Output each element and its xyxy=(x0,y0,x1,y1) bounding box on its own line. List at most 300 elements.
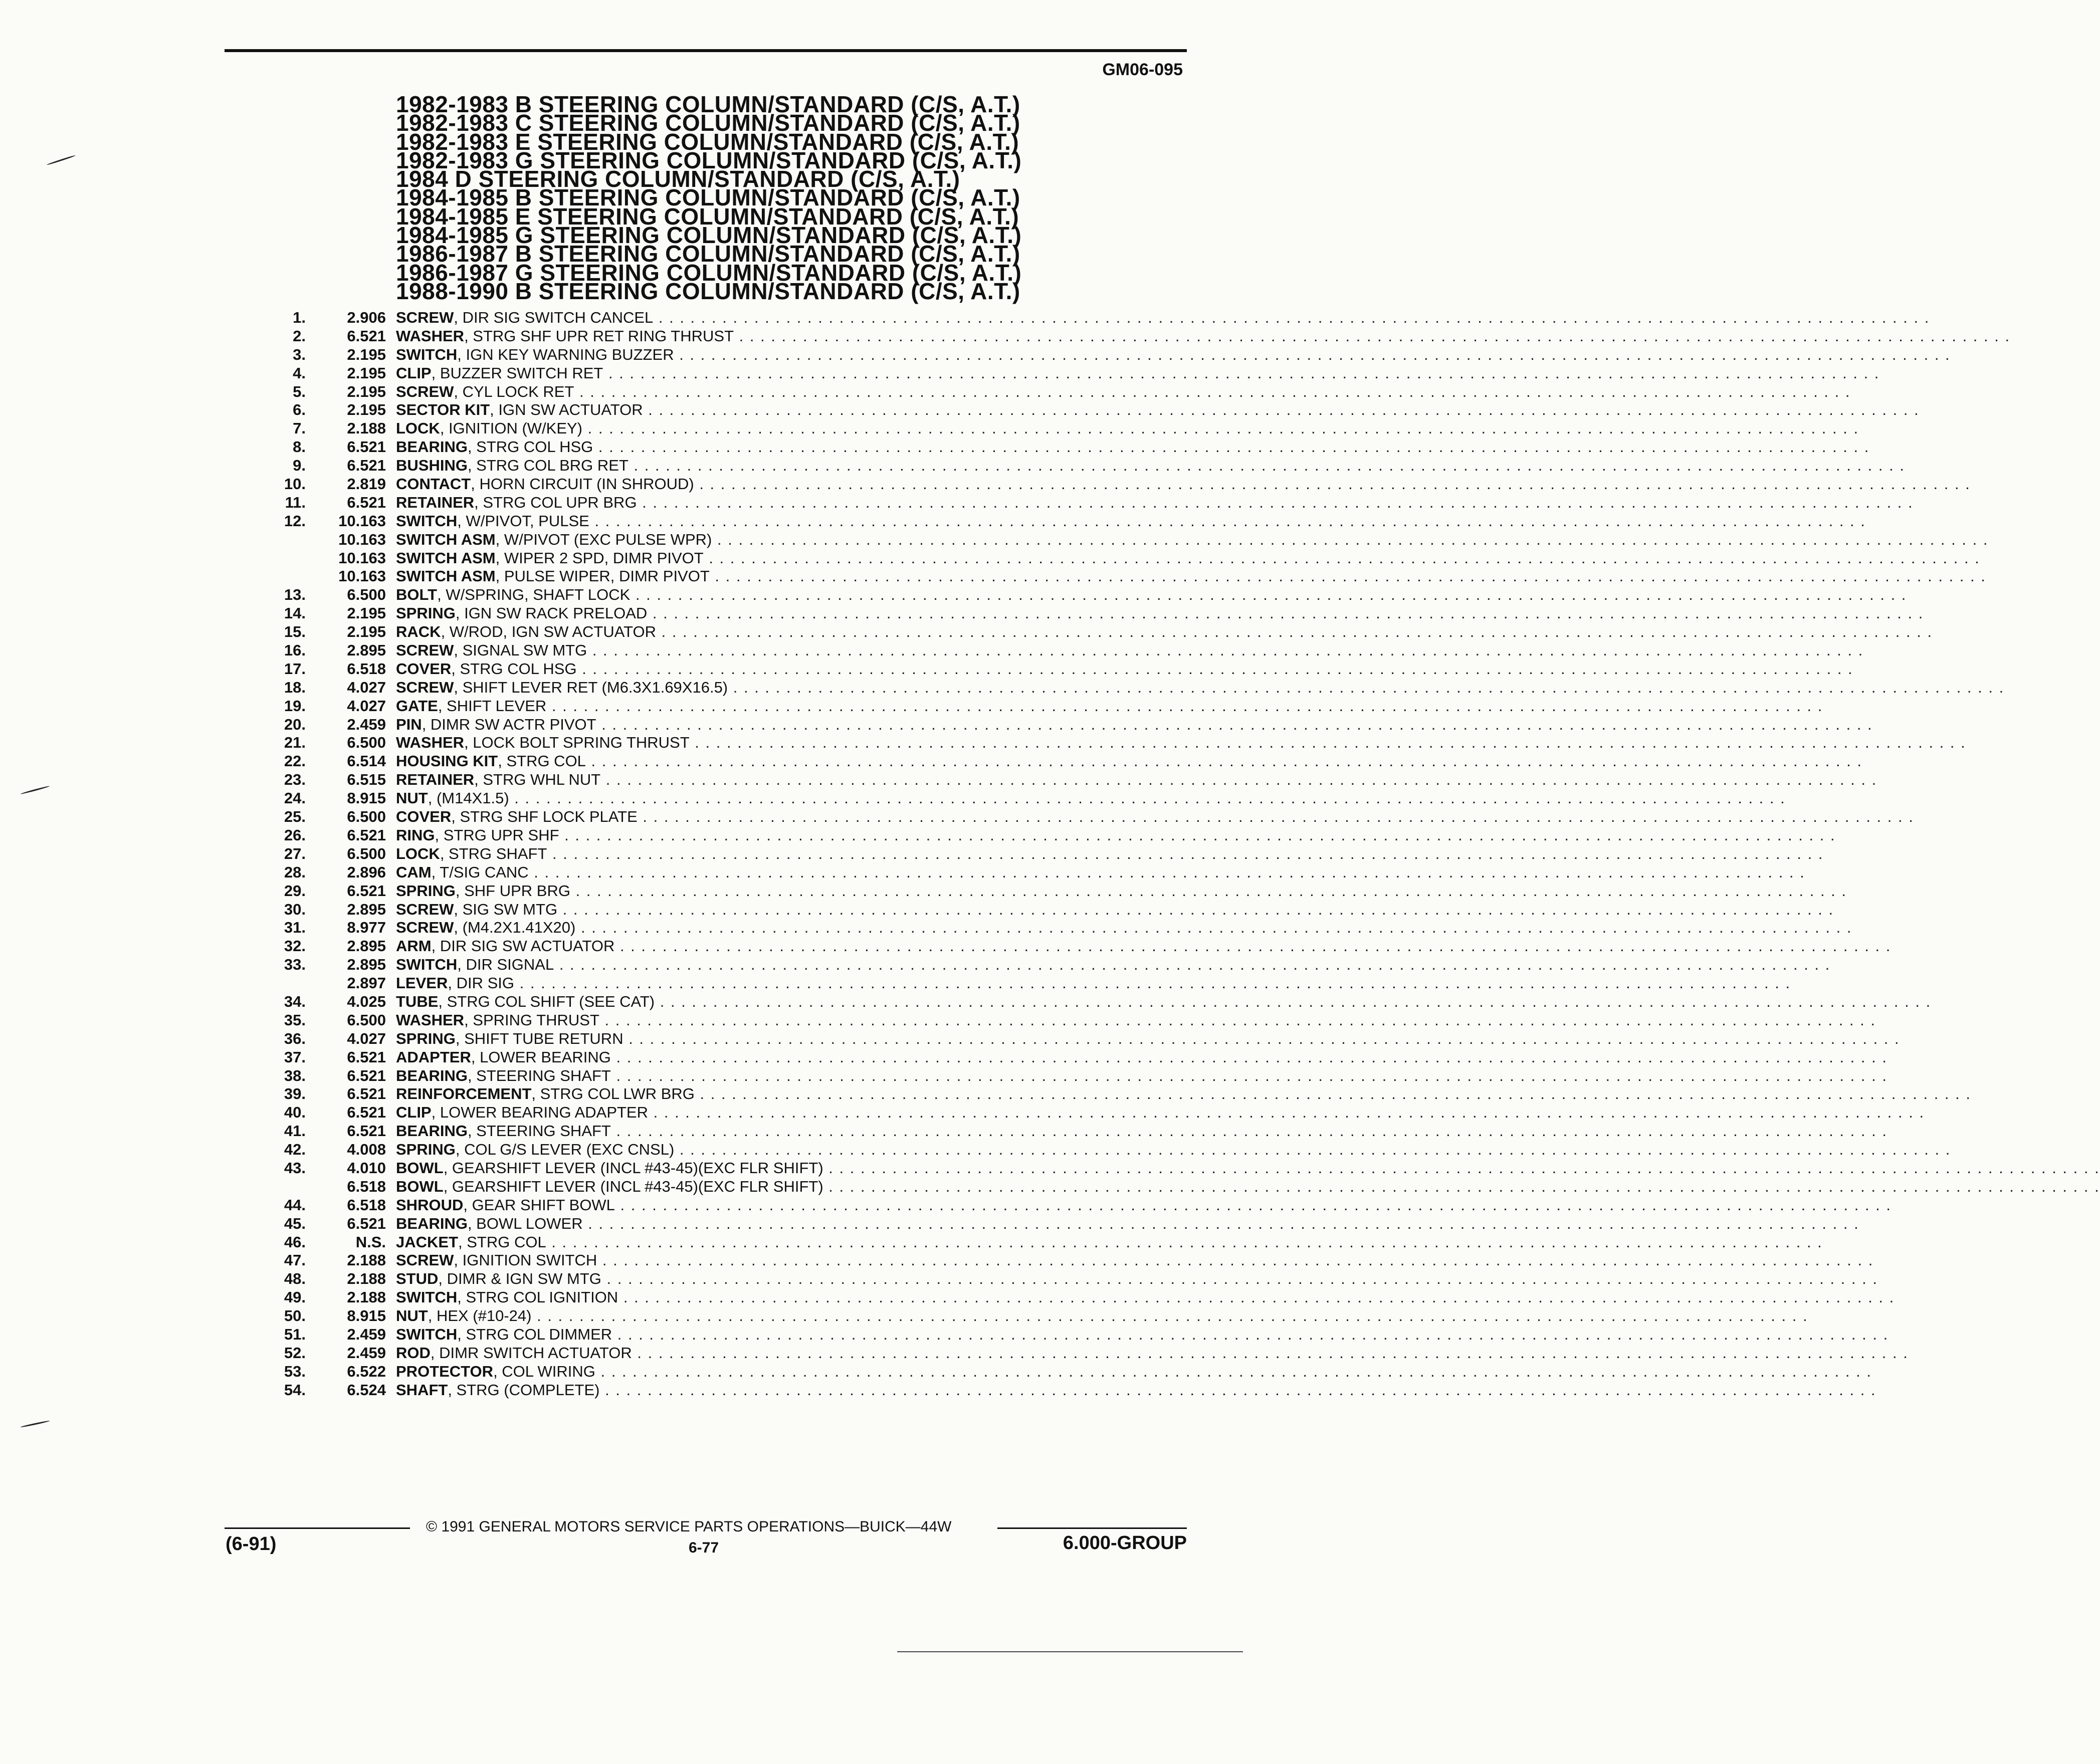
part-detail: , STRG SHF UPR RET RING THRUST xyxy=(464,327,734,345)
part-name: SPRING xyxy=(396,604,456,622)
group-code: 6.518 xyxy=(347,659,386,678)
parts-row xyxy=(231,309,1930,327)
item-number: 31. xyxy=(284,919,306,937)
title-line: 1984 D STEERING COLUMN/STANDARD (C/S, A.T.) xyxy=(396,166,960,192)
parts-row xyxy=(231,974,1791,993)
dot-leader: . . . . . . . . . . . . . . . . . . . . . . . . . . . . . . . . . . . . . . . . . . . . . . . . . . . . . . . . . . . . . . . . . . . . . . . . . . . . . . . . . . . . . . . . . . . . . . . . . . . . . . . . . . . . . . . . . . . . . . . . xyxy=(674,1141,1951,1159)
title-line: 1982-1983 G STEERING COLUMN/STANDARD (C/S, A.T.) xyxy=(396,147,1022,173)
parts-row xyxy=(231,844,1824,863)
part-description xyxy=(396,345,1951,364)
dot-leader: . . . . . . . . . . . . . . . . . . . . . . . . . . . . . . . . . . . . . . . . . . . . . . . . . . . . . . . . . . . . . . . . . . . . . . . . . . . . . . . . . . . . . . . . . . . . . . . . . . . . . . . . . . . . . . . . . . . . . . . . xyxy=(559,826,1836,844)
part-description xyxy=(396,1270,1878,1288)
part-name: ROD xyxy=(396,1344,431,1362)
parts-row xyxy=(231,345,1951,364)
group-code: 10.163 xyxy=(338,567,386,585)
item-number: 2. xyxy=(293,327,306,345)
dot-leader: . . . . . . . . . . . . . . . . . . . . . . . . . . . . . . . . . . . . . . . . . . . . . . . . . . . . . . . . . . . . . . . . . . . . . . . . . . . . . . . . . . . . . . . . . . . . . . . . . . . . . . . . . . . . . . . . . . . . . . . . xyxy=(599,1381,1876,1399)
dot-leader: . . . . . . . . . . . . . . . . . . . . . . . . . . . . . . . . . . . . . . . . . . . . . . . . . . . . . . . . . . . . . . . . . . . . . . . . . . . . . . . . . . . . . . . . . . . . . . . . . . . . . . . . . . . . . . . . . . . . . . . . xyxy=(600,771,1877,789)
parts-list xyxy=(231,309,2100,1400)
part-description xyxy=(396,401,1920,419)
parts-row xyxy=(231,1066,1887,1085)
part-description xyxy=(396,567,1986,586)
part-name: SCREW xyxy=(396,678,454,696)
part-name: SWITCH xyxy=(396,1288,458,1306)
item-number: 13. xyxy=(284,586,306,604)
dot-leader: . . . . . . . . . . . . . . . . . . . . . . . . . . . . . . . . . . . . . . . . . . . . . . . . . . . . . . . . . . . . . . . . . . . . . . . . . . . . . . . . . . . . . . . . . . . . . . . . . . . . . . . . . . . . . . . . . . . . . . . . xyxy=(612,1325,1889,1343)
parts-row xyxy=(231,419,1859,438)
group-code: 10.163 xyxy=(338,512,386,530)
part-name: PROTECTOR xyxy=(396,1362,494,1380)
item-number: 7. xyxy=(293,419,306,437)
group-code: 4.010 xyxy=(347,1159,386,1177)
item-number: 35. xyxy=(284,1011,306,1029)
part-name: SWITCH ASM xyxy=(396,567,496,585)
part-description xyxy=(396,382,1851,401)
parts-row xyxy=(231,863,1805,882)
part-name: CLIP xyxy=(396,1104,432,1122)
part-name: SCREW xyxy=(396,919,454,937)
part-name: REINFORCEMENT xyxy=(396,1085,532,1103)
part-name: COVER xyxy=(396,659,452,678)
part-detail: , STRG COL HSG xyxy=(451,659,577,678)
parts-row xyxy=(231,715,1873,734)
item-number: 38. xyxy=(284,1066,306,1084)
dot-leader: . . . . . . . . . . . . . . . . . . . . . . . . . . . . . . . . . . . . . . . . . . . . . . . . . . . . . . . . . . . . . . . . . . . . . . . . . . . . . . . . . . . . . . . . . . . . . . . . . . . . . . . . . . . . . . . . . . . . . . . . xyxy=(528,863,1805,881)
group-code: 6.521 xyxy=(347,438,386,456)
part-description xyxy=(396,826,1836,845)
item-number: 3. xyxy=(293,345,306,363)
group-code: 6.521 xyxy=(347,1085,386,1103)
dot-leader: . . . . . . . . . . . . . . . . . . . . . . . . . . . . . . . . . . . . . . . . . . . . . . . . . . . . . . . . . . . . . . . . . . . . . . . . . . . . . . . . . . . . . . . . . . . . . . . . . . . . . . . . . . . . . . . . . . . . . . . . xyxy=(689,734,1966,752)
part-description xyxy=(396,493,1914,512)
group-code: 8.915 xyxy=(347,1307,386,1325)
document-id: GM06-095 xyxy=(1102,60,1183,79)
part-description xyxy=(396,419,1859,438)
item-number: 23. xyxy=(284,771,306,789)
part-description xyxy=(396,956,1831,974)
part-description xyxy=(396,1288,1895,1307)
part-description xyxy=(396,752,1863,771)
dot-leader: . . . . . . . . . . . . . . . . . . . . . . . . . . . . . . . . . . . . . . . . . . . . . . . . . . . . . . . . . . . . . . . . . . . . . . . . . . . . . . . . . . . . . . . . . . . . . . . . . . . . . . . . . . . . . . . . . . . . . . . . xyxy=(655,992,1932,1010)
dot-leader: . . . . . . . . . . . . . . . . . . . . . . . . . . . . . . . . . . . . . . . . . . . . . . . . . . . . . . . . . . . . . . . . . . . . . . . . . . . . . . . . . . . . . . . . . . . . . . . . . . . . . . . . . . . . . . . . . . . . . . . . xyxy=(712,530,1989,548)
parts-row xyxy=(231,659,1853,679)
part-detail: , IGN SW RACK PRELOAD xyxy=(455,604,648,622)
item-number: 14. xyxy=(284,604,306,622)
part-detail: , DIMR SWITCH ACTUATOR xyxy=(430,1344,632,1362)
group-code: 2.895 xyxy=(347,956,386,974)
part-description xyxy=(396,992,1932,1011)
parts-row xyxy=(231,1177,2100,1196)
part-name: BOLT xyxy=(396,586,438,604)
group-code: 2.819 xyxy=(347,475,386,493)
part-detail: , STRG SHF LOCK PLATE xyxy=(451,808,638,826)
parts-row xyxy=(231,826,1836,845)
parts-row xyxy=(231,1214,1859,1233)
group-code: 2.895 xyxy=(347,937,386,955)
group-code: 2.188 xyxy=(347,419,386,437)
item-number: 51. xyxy=(284,1325,306,1343)
item-number: 10. xyxy=(284,475,306,493)
group-code: 6.524 xyxy=(347,1381,386,1399)
part-name: NUT xyxy=(396,1307,428,1325)
parts-row xyxy=(231,530,1989,549)
part-description xyxy=(396,1362,1872,1381)
dot-leader: . . . . . . . . . . . . . . . . . . . . . . . . . . . . . . . . . . . . . . . . . . . . . . . . . . . . . . . . . . . . . . . . . . . . . . . . . . . . . . . . . . . . . . . . . . . . . . . . . . . . . . . . . . . . . . . . . . . . . . . . xyxy=(653,309,1930,326)
group-code: 2.459 xyxy=(347,1325,386,1343)
part-description xyxy=(396,1214,1859,1233)
dot-leader: . . . . . . . . . . . . . . . . . . . . . . . . . . . . . . . . . . . . . . . . . . . . . . . . . . . . . . . . . . . . . . . . . . . . . . . . . . . . . . . . . . . . . . . . . . . . . . . . . . . . . . . . . . . . . . . . . . . . . . . . xyxy=(589,512,1866,530)
group-code: 6.522 xyxy=(347,1362,386,1380)
group-code: 2.897 xyxy=(347,974,386,992)
part-detail: , LOWER BEARING xyxy=(471,1048,611,1066)
part-detail: , STRG COL DIMMER xyxy=(457,1325,612,1343)
part-detail: , (M4.2X1.41X20) xyxy=(454,919,576,937)
part-detail: , STRG COL xyxy=(458,1233,546,1251)
group-code: 4.027 xyxy=(347,697,386,715)
parts-row xyxy=(231,1048,1887,1067)
group-code: 6.521 xyxy=(347,1048,386,1066)
group-code: 6.500 xyxy=(347,586,386,604)
item-number: 4. xyxy=(293,364,306,382)
parts-row xyxy=(231,1141,1951,1159)
item-number: 28. xyxy=(284,863,306,881)
parts-row xyxy=(231,1029,1900,1048)
group-code: 6.521 xyxy=(347,327,386,345)
part-description xyxy=(396,1122,1887,1141)
parts-row xyxy=(231,512,1866,531)
dot-leader: . . . . . . . . . . . . . . . . . . . . . . . . . . . . . . . . . . . . . . . . . . . . . . . . . . . . . . . . . . . . . . . . . . . . . . . . . . . . . . . . . . . . . . . . . . . . . . . . . . . . . . . . . . . . . . . . . . . . . . . . xyxy=(630,586,1907,604)
part-detail: , SHIFT LEVER xyxy=(438,697,547,715)
parts-row xyxy=(231,1196,1892,1215)
parts-row xyxy=(231,1325,1889,1344)
dot-leader: . . . . . . . . . . . . . . . . . . . . . . . . . . . . . . . . . . . . . . . . . . . . . . . . . . . . . . . . . . . . . . . . . . . . . . . . . . . . . . . . . . . . . . . . . . . . . . . . . . . . . . . . . . . . . . . . . . . . . . . . xyxy=(575,919,1852,937)
part-detail: , IGNITION SWITCH xyxy=(454,1251,597,1269)
dot-leader: . . . . . . . . . . . . . . . . . . . . . . . . . . . . . . . . . . . . . . . . . . . . . . . . . . . . . . . . . . . . . . . . . . . . . . . . . . . . . . . . . . . . . . . . . . . . . . . . . . . . . . . . . . . . . . . . . . . . . . . . xyxy=(628,457,1905,475)
parts-row xyxy=(231,937,1892,956)
part-description xyxy=(396,844,1824,863)
item-number: 37. xyxy=(284,1048,306,1066)
part-detail: , IGN KEY WARNING BUZZER xyxy=(457,345,674,363)
top-rule xyxy=(225,49,1187,52)
part-detail: , GEAR SHIFT BOWL xyxy=(463,1196,615,1214)
part-detail: , STEERING SHAFT xyxy=(467,1066,611,1084)
dot-leader: . . . . . . . . . . . . . . . . . . . . . . . . . . . . . . . . . . . . . . . . . . . . . . . . . . . . . . . . . . . . . . . . . . . . . . . . . . . . . . . . . . . . . . . . . . . . . . . . . . . . . . . . . . . . . . . . . . . . . . . . xyxy=(656,623,1933,641)
part-description xyxy=(396,1344,1909,1363)
parts-row xyxy=(231,586,1907,604)
part-description xyxy=(396,808,1914,826)
dot-leader: . . . . . . . . . . . . . . . . . . . . . . . . . . . . . . . . . . . . . . . . . . . . . . . . . . . . . . . . . . . . . . . . . . . . . . . . . . . . . . . . . . . . . . . . . . . . . . . . . . . . . . . . . . . . . . . . . . . . . . . . xyxy=(637,808,1914,826)
dot-leader: . . . . . . . . . . . . . . . . . . . . . . . . . . . . . . . . . . . . . . . . . . . . . . . . . . . . . . . . . . . . . . . . . . . . . . . . . . . . . . . . . . . . . . . . . . . . . . . . . . . . . . . . . . . . . . . . . . . . . . . . xyxy=(637,493,1914,511)
item-number: 8. xyxy=(293,438,306,456)
group-code: 2.459 xyxy=(347,715,386,733)
group-code: 6.514 xyxy=(347,752,386,770)
item-number: 33. xyxy=(284,956,306,974)
dot-leader: . . . . . . . . . . . . . . . . . . . . . . . . . . . . . . . . . . . . . . . . . . . . . . . . . . . . . . . . . . . . . . . . . . . . . . . . . . . . . . . . . . . . . . . . . . . . . . . . . . . . . . . . . . . . . . . . . . . . . . . . xyxy=(546,1233,1823,1251)
parts-row xyxy=(231,678,2005,697)
dot-leader: . . . . . . . . . . . . . . . . . . . . . . . . . . . . . . . . . . . . . . . . . . . . . . . . . . . . . . . . . . . . . . . . . . . . . . . . . . . . . . . . . . . . . . . . . . . . . . . . . . . . . . . . . . . . . . . . . . . . . . . . xyxy=(597,1251,1874,1269)
dot-leader: . . . . . . . . . . . . . . . . . . . . . . . . . . . . . . . . . . . . . . . . . . . . . . . . . . . . . . . . . . . . . . . . . . . . . . . . . . . . . . . . . . . . . . . . . . . . . . . . . . . . . . . . . . . . . . . . . . . . . . . . xyxy=(643,401,1920,419)
group-code: 2.195 xyxy=(347,604,386,622)
part-detail: , SHIFT TUBE RETURN xyxy=(455,1029,623,1047)
part-description xyxy=(396,1141,1951,1159)
group-code: 2.895 xyxy=(347,641,386,659)
item-number: 19. xyxy=(284,697,306,715)
part-description xyxy=(396,974,1791,993)
scan-mark xyxy=(21,785,50,794)
group-code: 6.518 xyxy=(347,1196,386,1214)
parts-row xyxy=(231,1159,2100,1178)
dot-leader: . . . . . . . . . . . . . . . . . . . . . . . . . . . . . . . . . . . . . . . . . . . . . . . . . . . . . . . . . . . . . . . . . . . . . . . . . . . . . . . . . . . . . . . . . . . . . . . . . . . . . . . . . . . . . . . . . . . . . . . . xyxy=(546,697,1823,715)
group-code: 6.521 xyxy=(347,1122,386,1140)
parts-row xyxy=(231,919,1852,937)
item-number: 5. xyxy=(293,382,306,400)
group-code: 8.977 xyxy=(347,919,386,937)
dot-leader: . . . . . . . . . . . . . . . . . . . . . . . . . . . . . . . . . . . . . . . . . . . . . . . . . . . . . . . . . . . . . . . . . . . . . . . . . . . . . . . . . . . . . . . . . . . . . . . . . . . . . . . . . . . . . . . . . . . . . . . . xyxy=(648,1104,1925,1122)
part-name: SWITCH ASM xyxy=(396,549,496,567)
part-description xyxy=(396,457,1905,475)
item-number: 49. xyxy=(284,1288,306,1306)
title-line: 1982-1983 C STEERING COLUMN/STANDARD (C/S, A.T.) xyxy=(396,110,1020,136)
part-name: WASHER xyxy=(396,734,465,752)
dot-leader: . . . . . . . . . . . . . . . . . . . . . . . . . . . . . . . . . . . . . . . . . . . . . . . . . . . . . . . . . . . . . . . . . . . . . . . . . . . . . . . . . . . . . . . . . . . . . . . . . . . . . . . . . . . . . . . . . . . . . . . . xyxy=(582,419,1859,437)
dot-leader: . . . . . . . . . . . . . . . . . . . . . . . . . . . . . . . . . . . . . . . . . . . . . . . . . . . . . . . . . . . . . . . . . . . . . . . . . . . . . . . . . . . . . . . . . . . . . . . . . . . . . . . . . . . . . . . . . . . . . . . . xyxy=(709,567,1986,585)
part-description xyxy=(396,1325,1889,1344)
part-description xyxy=(396,512,1866,531)
part-detail: , CYL LOCK RET xyxy=(454,382,574,400)
part-detail: , SIGNAL SW MTG xyxy=(454,641,587,659)
dot-leader: . . . . . . . . . . . . . . . . . . . . . . . . . . . . . . . . . . . . . . . . . . . . . . . . . . . . . . . . . . . . . . . . . . . . . . . . . . . . . . . . . . . . . . . . . . . . . . . . . . . . . . . . . . . . . . . . . . . . . . . . xyxy=(574,382,1851,400)
parts-row xyxy=(231,900,1834,919)
parts-row xyxy=(231,493,1914,512)
part-detail: , STRG COL SHIFT (SEE CAT) xyxy=(438,992,655,1010)
dot-leader: . . . . . . . . . . . . . . . . . . . . . . . . . . . . . . . . . . . . . . . . . . . . . . . . . . . . . . . . . . . . . . . . . . . . . . . . . . . . . . . . . . . . . . . . . . . . . . . . . . . . . . . . . . . . . . . . . . . . . . . . xyxy=(632,1344,1909,1362)
part-detail: , W/ROD, IGN SW ACTUATOR xyxy=(441,623,656,641)
item-number: 53. xyxy=(284,1362,306,1380)
part-description xyxy=(396,863,1805,882)
part-name: CAM xyxy=(396,863,432,881)
part-description xyxy=(396,1011,1876,1030)
parts-row xyxy=(231,1362,1872,1381)
dot-leader: . . . . . . . . . . . . . . . . . . . . . . . . . . . . . . . . . . . . . . . . . . . . . . . . . . . . . . . . . . . . . . . . . . . . . . . . . . . . . . . . . . . . . . . . . . . . . . . . . . . . . . . . . . . . . . . . . . . . . . . . xyxy=(596,715,1873,733)
dot-leader: . . . . . . . . . . . . . . . . . . . . . . . . . . . . . . . . . . . . . . . . . . . . . . . . . . . . . . . . . . . . . . . . . . . . . . . . . . . . . . . . . . . . . . . . . . . . . . . . . . . . . . . . . . . . . . . . . . . . . . . . xyxy=(587,641,1864,659)
item-number: 17. xyxy=(284,659,306,678)
title-line: 1982-1983 B STEERING COLUMN/STANDARD (C/S, A.T.) xyxy=(396,91,1020,117)
part-detail: , IGN SW ACTUATOR xyxy=(490,401,643,419)
parts-row xyxy=(231,567,1986,586)
group-code: 6.521 xyxy=(347,457,386,475)
part-name: NUT xyxy=(396,789,428,807)
part-description xyxy=(396,530,1989,549)
item-number: 15. xyxy=(284,623,306,641)
parts-row xyxy=(231,1288,1895,1307)
part-name: SHROUD xyxy=(396,1196,464,1214)
group-code: 6.521 xyxy=(347,493,386,511)
part-name: ARM xyxy=(396,937,432,955)
part-description xyxy=(396,1029,1900,1048)
item-number: 18. xyxy=(284,678,306,696)
part-description xyxy=(396,364,1880,383)
item-number: 46. xyxy=(284,1233,306,1251)
group-code: 6.521 xyxy=(347,1104,386,1122)
part-detail: , BUZZER SWITCH RET xyxy=(431,364,603,382)
scan-mark xyxy=(20,1420,50,1428)
parts-row xyxy=(231,1233,1823,1252)
item-number: 52. xyxy=(284,1344,306,1362)
dot-leader: . . . . . . . . . . . . . . . . . . . . . . . . . . . . . . . . . . . . . . . . . . . . . . . . . . . . . . . . . . . . . . . . . . . . . . . . . . . . . . . . . . . . . . . . . . . . . . . . . . . . . . . . . . . . . . . . . . . . . . . . xyxy=(618,1288,1895,1306)
title-line: 1986-1987 B STEERING COLUMN/STANDARD (C/S, A.T.) xyxy=(396,241,1020,267)
dot-leader: . . . . . . . . . . . . . . . . . . . . . . . . . . . . . . . . . . . . . . . . . . . . . . . . . . . . . . . . . . . . . . . . . . . . . . . . . . . . . . . . . . . . . . . . . . . . . . . . . . . . . . . . . . . . . . . . . . . . . . . . xyxy=(610,1048,1887,1066)
part-description xyxy=(396,659,1853,679)
parts-row xyxy=(231,992,1932,1011)
part-description xyxy=(396,1048,1887,1067)
item-number: 44. xyxy=(284,1196,306,1214)
parts-row xyxy=(231,789,1786,808)
item-number: 54. xyxy=(284,1381,306,1399)
part-name: RETAINER xyxy=(396,493,475,511)
part-detail: , GEARSHIFT LEVER (INCL #43-45)(EXC FLR SHIFT) xyxy=(443,1177,823,1195)
copyright-notice: © 1991 GENERAL MOTORS SERVICE PARTS OPERATIONS—BUICK—44W xyxy=(426,1518,952,1535)
part-description xyxy=(396,1307,1808,1326)
part-detail: , GEARSHIFT LEVER (INCL #43-45)(EXC FLR SHIFT) xyxy=(443,1159,823,1177)
dot-leader: . . . . . . . . . . . . . . . . . . . . . . . . . . . . . . . . . . . . . . . . . . . . . . . . . . . . . . . . . . . . . . . . . . . . . . . . . . . . . . . . . . . . . . . . . . . . . . . . . . . . . . . . . . . . . . . . . . . . . . . . xyxy=(623,1029,1900,1047)
part-name: LOCK xyxy=(396,419,440,437)
part-name: SCREW xyxy=(396,1251,454,1269)
part-description xyxy=(396,881,1847,901)
group-code: 2.195 xyxy=(347,401,386,419)
group-code: 2.195 xyxy=(347,345,386,363)
part-name: LOCK xyxy=(396,844,440,862)
group-code: 10.163 xyxy=(338,549,386,567)
group-code: 6.521 xyxy=(347,881,386,900)
part-name: COVER xyxy=(396,808,452,826)
dot-leader: . . . . . . . . . . . . . . . . . . . . . . . . . . . . . . . . . . . . . . . . . . . . . . . . . . . . . . . . . . . . . . . . . . . . . . . . . . . . . . . . . . . . . . . . . . . . . . . . . . . . . . . . . . . . . . . . . . . . . . . . xyxy=(599,1011,1876,1029)
dot-leader: . . . . . . . . . . . . . . . . . . . . . . . . . . . . . . . . . . . . . . . . . . . . . . . . . . . . . . . . . . . . . . . . . . . . . . . . . . . . . . . . . . . . . . . . . . . . . . . . . . . . . . . . . . . . . . . . . . . . . . . . xyxy=(595,1362,1872,1380)
group-code: 2.195 xyxy=(347,623,386,641)
part-description xyxy=(396,1104,1925,1122)
part-name: WASHER xyxy=(396,1011,465,1029)
item-number: 36. xyxy=(284,1029,306,1047)
part-detail: , SPRING THRUST xyxy=(464,1011,599,1029)
part-name: STUD xyxy=(396,1270,439,1288)
part-detail: , STRG UPR SHF xyxy=(435,826,559,844)
part-name: SCREW xyxy=(396,900,454,918)
dot-leader: . . . . . . . . . . . . . . . . . . . . . . . . . . . . . . . . . . . . . . . . . . . . . . . . . . . . . . . . . . . . . . . . . . . . . . . . . . . . . . . . . . . . . . . . . . . . . . . . . . . . . . . . . . . . . . . . . . . . . . . . xyxy=(703,549,1980,567)
part-description xyxy=(396,1196,1892,1215)
part-description xyxy=(396,309,1930,327)
item-number: 11. xyxy=(285,493,306,511)
dot-leader: . . . . . . . . . . . . . . . . . . . . . . . . . . . . . . . . . . . . . . . . . . . . . . . . . . . . . . . . . . . . . . . . . . . . . . . . . . . . . . . . . . . . . . . . . . . . . . . . . . . . . . . . . . . . . . . . . . . . . . . . xyxy=(601,1270,1878,1288)
part-description xyxy=(396,327,2011,346)
item-number: 16. xyxy=(284,641,306,659)
part-detail: , SHF UPR BRG xyxy=(455,881,570,900)
parts-row xyxy=(231,623,1933,641)
part-description xyxy=(396,1085,1971,1104)
part-name: SCREW xyxy=(396,641,454,659)
page-number: 6-77 xyxy=(689,1539,719,1556)
part-name: SWITCH xyxy=(396,1325,458,1343)
part-name: BOWL xyxy=(396,1177,444,1195)
item-number: 1. xyxy=(293,309,306,326)
part-name: SECTOR KIT xyxy=(396,401,490,419)
part-name: BEARING xyxy=(396,1214,468,1232)
part-description xyxy=(396,438,1870,457)
part-name: BOWL xyxy=(396,1159,444,1177)
part-detail: , (M14X1.5) xyxy=(428,789,509,807)
group-code: 2.195 xyxy=(347,364,386,382)
part-detail: , STRG SHAFT xyxy=(440,844,547,862)
part-detail: , LOWER BEARING ADAPTER xyxy=(431,1104,648,1122)
part-description xyxy=(396,715,1873,734)
part-description xyxy=(396,734,1966,752)
dot-leader: . . . . . . . . . . . . . . . . . . . . . . . . . . . . . . . . . . . . . . . . . . . . . . . . . . . . . . . . . . . . . . . . . . . . . . . . . . . . . . . . . . . . . . . . . . . . . . . . . . . . . . . . . . . . . . . . . . . . . . . . xyxy=(547,844,1824,862)
dot-leader: . . . . . . . . . . . . . . . . . . . . . . . . . . . . . . . . . . . . . . . . . . . . . . . . . . . . . . . . . . . . . . . . . . . . . . . . . . . . . . . . . . . . . . . . . . . . . . . . . . . . . . . . . . . . . . . . . . . . . . . . xyxy=(734,327,2011,345)
dot-leader: . . . . . . . . . . . . . . . . . . . . . . . . . . . . . . . . . . . . . . . . . . . . . . . . . . . . . . . . . . . . . . . . . . . . . . . . . . . . . . . . . . . . . . . . . . . . . . . . . . . . . . . . . . . . . . . . . . . . . . . . xyxy=(823,1177,2100,1195)
group-code: 2.896 xyxy=(347,863,386,881)
parts-row xyxy=(231,1270,1878,1288)
part-description xyxy=(396,1251,1874,1270)
part-detail: , LOCK BOLT SPRING THRUST xyxy=(464,734,690,752)
parts-row xyxy=(231,734,1966,752)
dot-leader: . . . . . . . . . . . . . . . . . . . . . . . . . . . . . . . . . . . . . . . . . . . . . . . . . . . . . . . . . . . . . . . . . . . . . . . . . . . . . . . . . . . . . . . . . . . . . . . . . . . . . . . . . . . . . . . . . . . . . . . . xyxy=(614,937,1892,955)
part-detail: , W/PIVOT (EXC PULSE WPR) xyxy=(495,530,712,548)
title-line: 1982-1983 E STEERING COLUMN/STANDARD (C/S, A.T.) xyxy=(396,128,1019,155)
group-code: 2.459 xyxy=(347,1344,386,1362)
group-code: 4.027 xyxy=(347,678,386,696)
part-detail: , T/SIG CANC xyxy=(431,863,529,881)
group-code: 6.521 xyxy=(347,1066,386,1084)
group-code: 2.188 xyxy=(347,1288,386,1306)
part-name: SWITCH ASM xyxy=(396,530,496,548)
parts-row xyxy=(231,1085,1971,1104)
part-name: SPRING xyxy=(396,1029,456,1047)
part-detail: , STRG COL BRG RET xyxy=(467,457,628,475)
dot-leader: . . . . . . . . . . . . . . . . . . . . . . . . . . . . . . . . . . . . . . . . . . . . . . . . . . . . . . . . . . . . . . . . . . . . . . . . . . . . . . . . . . . . . . . . . . . . . . . . . . . . . . . . . . . . . . . . . . . . . . . . xyxy=(647,604,1924,622)
item-number: 47. xyxy=(284,1251,306,1269)
part-detail: , STRG COL UPR BRG xyxy=(474,493,637,511)
item-number: 39. xyxy=(284,1085,306,1103)
group-code: 6.500 xyxy=(347,808,386,826)
parts-row xyxy=(231,808,1914,826)
part-detail: , STRG (COMPLETE) xyxy=(448,1381,600,1399)
footer-rule-left xyxy=(225,1527,410,1529)
part-description xyxy=(396,919,1852,937)
group-code: 10.163 xyxy=(338,530,386,548)
part-name: JACKET xyxy=(396,1233,459,1251)
dot-leader: . . . . . . . . . . . . . . . . . . . . . . . . . . . . . . . . . . . . . . . . . . . . . . . . . . . . . . . . . . . . . . . . . . . . . . . . . . . . . . . . . . . . . . . . . . . . . . . . . . . . . . . . . . . . . . . . . . . . . . . . xyxy=(585,752,1863,770)
parts-row xyxy=(231,1251,1874,1270)
dot-leader: . . . . . . . . . . . . . . . . . . . . . . . . . . . . . . . . . . . . . . . . . . . . . . . . . . . . . . . . . . . . . . . . . . . . . . . . . . . . . . . . . . . . . . . . . . . . . . . . . . . . . . . . . . . . . . . . . . . . . . . . xyxy=(674,345,1951,363)
parts-row xyxy=(231,1011,1876,1030)
part-description xyxy=(396,1066,1887,1085)
dot-leader: . . . . . . . . . . . . . . . . . . . . . . . . . . . . . . . . . . . . . . . . . . . . . . . . . . . . . . . . . . . . . . . . . . . . . . . . . . . . . . . . . . . . . . . . . . . . . . . . . . . . . . . . . . . . . . . . . . . . . . . . xyxy=(610,1122,1887,1140)
part-detail: , W/SPRING, SHAFT LOCK xyxy=(437,586,631,604)
item-number: 20. xyxy=(284,715,306,733)
group-code: 6.500 xyxy=(347,734,386,752)
part-detail: , STRG COL IGNITION xyxy=(457,1288,618,1306)
item-number: 6. xyxy=(293,401,306,419)
parts-row xyxy=(231,771,1877,789)
parts-row xyxy=(231,364,1880,383)
dot-leader: . . . . . . . . . . . . . . . . . . . . . . . . . . . . . . . . . . . . . . . . . . . . . . . . . . . . . . . . . . . . . . . . . . . . . . . . . . . . . . . . . . . . . . . . . . . . . . . . . . . . . . . . . . . . . . . . . . . . . . . . xyxy=(694,475,1971,493)
group-code: 4.027 xyxy=(347,1029,386,1047)
part-description xyxy=(396,678,2005,697)
parts-row xyxy=(231,438,1870,457)
part-name: SWITCH xyxy=(396,512,458,530)
part-name: LEVER xyxy=(396,974,448,992)
part-detail: , DIR SIG SWITCH CANCEL xyxy=(454,309,654,326)
title-line: 1984-1985 E STEERING COLUMN/STANDARD (C/S, A.T.) xyxy=(396,203,1019,230)
part-description xyxy=(396,1381,1876,1400)
